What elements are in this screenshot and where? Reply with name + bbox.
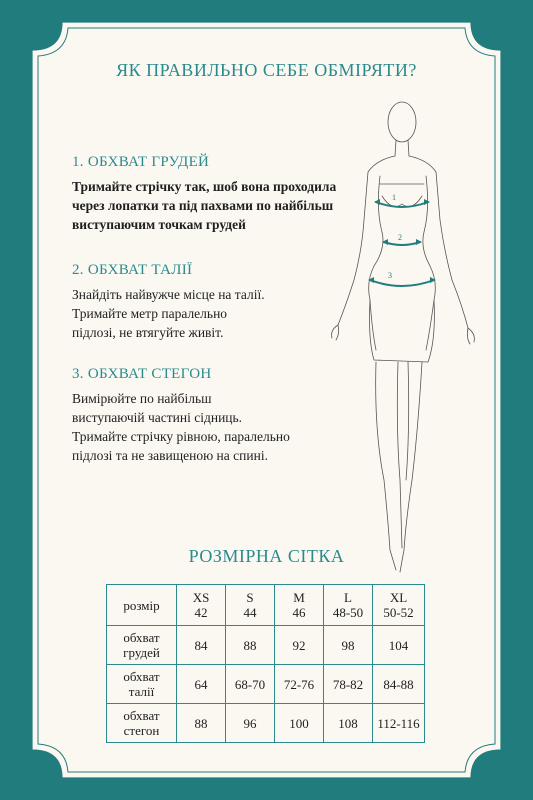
table-cell: 88 bbox=[177, 704, 226, 743]
size-table bbox=[106, 584, 425, 743]
table-cell: 84-88 bbox=[373, 665, 425, 704]
section-bust-heading: 1. ОБХВАТ ГРУДЕЙ bbox=[72, 154, 210, 170]
table-cell: обхват стегон bbox=[107, 704, 177, 743]
table-cell: обхват талії bbox=[107, 665, 177, 704]
section-waist-heading: 2. ОБХВАТ ТАЛІЇ bbox=[72, 262, 193, 278]
size-grid-title: РОЗМІРНА СІТКА bbox=[188, 546, 345, 566]
table-cell: 100 bbox=[275, 704, 324, 743]
table-cell: L 48-50 bbox=[324, 585, 373, 626]
table-cell: 68-70 bbox=[226, 665, 275, 704]
page-title: ЯК ПРАВИЛЬНО СЕБЕ ОБМІРЯТИ? bbox=[116, 60, 417, 80]
section-hips-text: Вимірюйте по найбільш виступаючій частині сідниць. Тримайте стрічку рівною, паралельно підлозі та не завищеною на спині. bbox=[72, 391, 290, 463]
table-cell: 88 bbox=[226, 626, 275, 665]
table-cell: 78-82 bbox=[324, 665, 373, 704]
table-cell: XS 42 bbox=[177, 585, 226, 626]
section-hips-heading: 3. ОБХВАТ СТЕГОН bbox=[72, 366, 212, 382]
table-cell: 108 bbox=[324, 704, 373, 743]
section-bust-text: Тримайте стрічку так, шоб вона проходила через лопатки та під пахвами по найбільш виступаючим точкам грудей bbox=[72, 179, 337, 232]
table-cell: обхват грудей bbox=[107, 626, 177, 665]
table-cell: розмір bbox=[107, 585, 177, 626]
figure-label-3: 3 bbox=[388, 271, 392, 280]
body-figure-illustration bbox=[318, 100, 508, 580]
table-cell: S 44 bbox=[226, 585, 275, 626]
table-cell: 96 bbox=[226, 704, 275, 743]
table-row bbox=[107, 704, 425, 743]
table-cell: 104 bbox=[373, 626, 425, 665]
table-cell: XL 50-52 bbox=[373, 585, 425, 626]
table-cell: 84 bbox=[177, 626, 226, 665]
figure-label-1: 1 bbox=[392, 193, 396, 202]
table-row bbox=[107, 626, 425, 665]
section-waist-text: Знайдіть найвужче місце на талії. Тримайте метр паралельно підлозі, не втягуйте живіт. bbox=[72, 287, 265, 340]
table-cell: 112-116 bbox=[373, 704, 425, 743]
table-cell: 72-76 bbox=[275, 665, 324, 704]
table-row bbox=[107, 665, 425, 704]
table-cell: 92 bbox=[275, 626, 324, 665]
table-row bbox=[107, 585, 425, 626]
table-cell: M 46 bbox=[275, 585, 324, 626]
figure-label-2: 2 bbox=[398, 233, 402, 242]
table-cell: 98 bbox=[324, 626, 373, 665]
table-cell: 64 bbox=[177, 665, 226, 704]
